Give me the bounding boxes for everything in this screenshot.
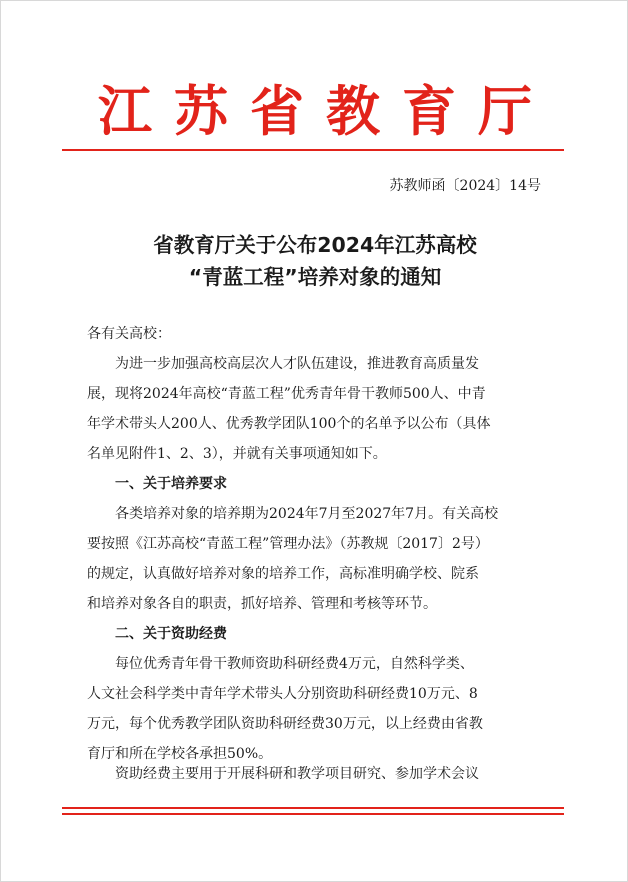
text-line: 展，现将2024年高校“青蓝工程”优秀青年骨干教师500人、中青: [87, 386, 486, 402]
title-line-2: “青蓝工程”培养对象的通知: [188, 265, 442, 289]
salutation: 各有关高校：: [87, 326, 171, 342]
text-line: 资助经费主要用于开展科研和教学项目研究、参加学术会议: [115, 766, 479, 782]
text-line: 年学术带头人200人、优秀教学团队100个的名单予以公布（具体: [87, 416, 491, 432]
document-number: 苏教师函〔2024〕14号: [389, 178, 541, 194]
text-line: 和培养对象各自的职责，抓好培养、管理和考核等环节。: [87, 596, 437, 612]
document-title: [1, 229, 628, 293]
text-line: 育厅和所在学校各承担50%。: [87, 746, 273, 762]
text-line: 要按照《江苏高校“青蓝工程”管理办法》（苏教规〔2017〕2号）: [87, 536, 489, 552]
header-red-rule: [62, 149, 564, 151]
footer-red-rule-bottom: [62, 813, 564, 815]
paragraph-intro: [87, 349, 543, 469]
paragraph-funding-usage: [87, 759, 543, 789]
paragraph-funding: [87, 649, 543, 769]
section-heading-text: 一、关于培养要求: [115, 476, 227, 492]
section-heading-text: 二、关于资助经费: [115, 626, 227, 642]
text-line: 名单见附件1、2、3），并就有关事项通知如下。: [87, 446, 387, 462]
footer-red-rule-top: [62, 807, 564, 809]
title-line-1: 省教育厅关于公布2024年江苏高校: [153, 233, 477, 257]
section-heading-1: [87, 469, 543, 499]
text-line: 的规定，认真做好培养对象的培养工作，高标准明确学校、院系: [87, 566, 479, 582]
text-line: 万元，每个优秀教学团队资助科研经费30万元，以上经费由省教: [87, 716, 483, 732]
text-line: 为进一步加强高校高层次人才队伍建设，推进教育高质量发: [115, 356, 479, 372]
paragraph-training: [87, 499, 543, 619]
section-heading-2: [87, 619, 543, 649]
org-header: 江苏省教育厅: [98, 79, 554, 143]
text-line: 各类培养对象的培养期为2024年7月至2027年7月。有关高校: [115, 506, 499, 522]
text-line: 每位优秀青年骨干教师资助科研经费4万元，自然科学类、: [115, 656, 474, 672]
text-line: 人文社会科学类中青年学术带头人分别资助科研经费10万元、8: [87, 686, 478, 702]
